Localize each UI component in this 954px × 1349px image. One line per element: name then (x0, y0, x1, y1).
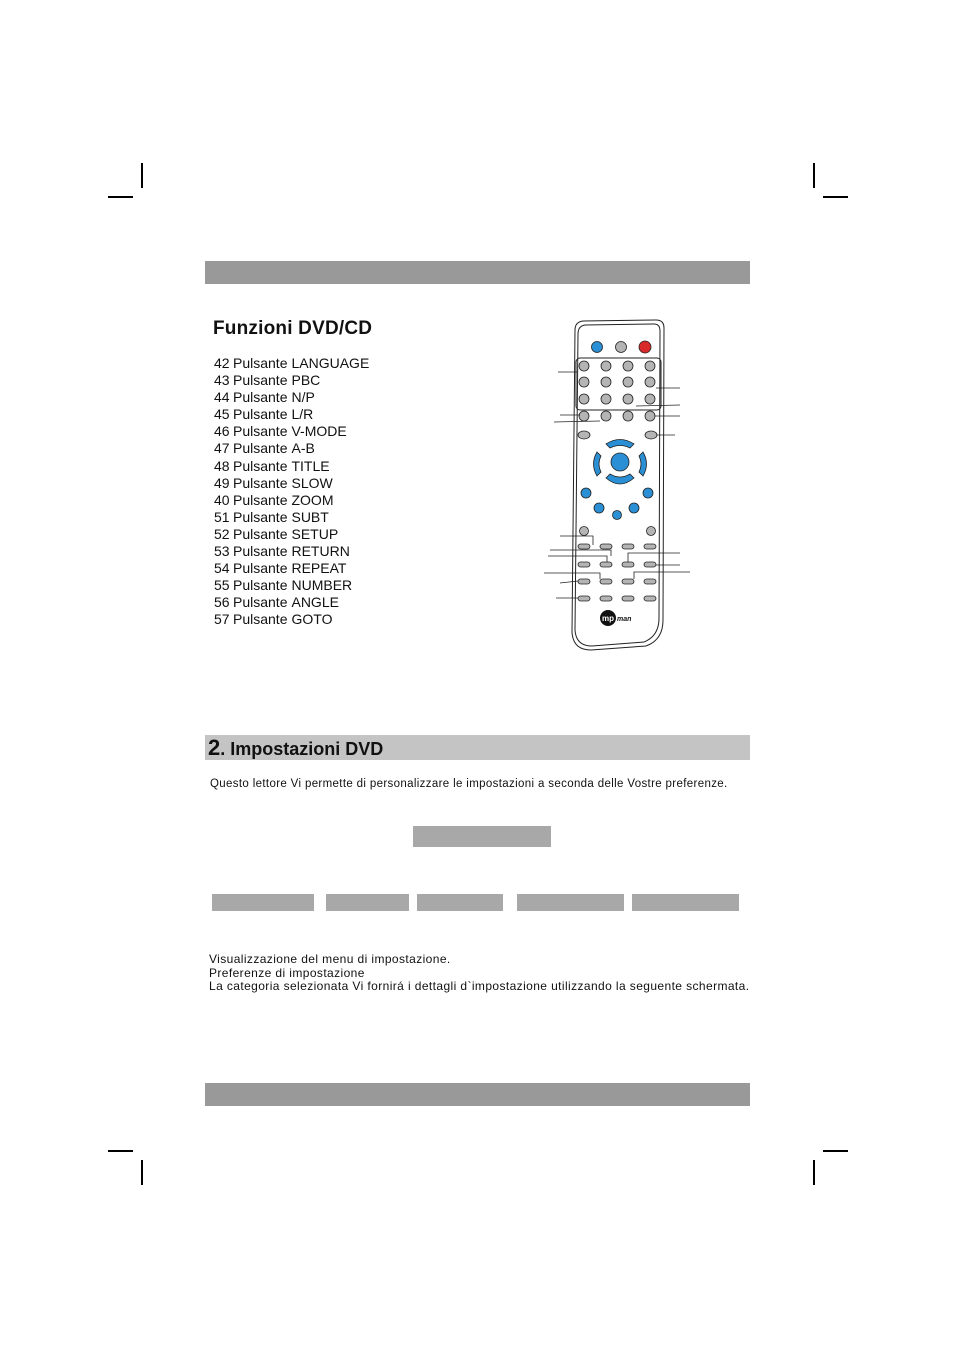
mute-button (616, 342, 627, 353)
remote-button (623, 411, 633, 421)
remote-button (644, 544, 656, 549)
prev-button (581, 488, 591, 498)
remote-button (578, 431, 590, 439)
intro-text: Questo lettore Vi permette di personalizzare le impostazioni a seconda delle Vostre preferenze. (210, 778, 728, 790)
remote-button (645, 431, 657, 439)
list-item: 54 Pulsante REPEAT (214, 560, 347, 577)
remote-button (622, 562, 634, 567)
remote-button (578, 562, 590, 567)
list-item: 53 Pulsante RETURN (214, 543, 350, 560)
remote-button (645, 411, 655, 421)
callout-line (628, 553, 680, 562)
remote-button (579, 411, 589, 421)
menu-category-box (517, 894, 624, 911)
remote-button (644, 562, 656, 567)
menu-category-box (326, 894, 409, 911)
crop-mark (823, 1150, 848, 1152)
crop-mark (813, 1160, 815, 1185)
list-item: 48 Pulsante TITLE (214, 457, 330, 474)
menu-category-box (212, 894, 314, 911)
list-item: 52 Pulsante SETUP (214, 525, 339, 542)
remote-button (644, 596, 656, 601)
list-item: 44 Pulsante N/P (214, 389, 315, 406)
section-title: 2. Impostazioni DVD (208, 735, 384, 760)
remote-button (623, 394, 633, 404)
remote-button (645, 361, 655, 371)
list-item: 46 Pulsante V-MODE (214, 423, 347, 440)
list-item: 47 Pulsante A-B (214, 440, 315, 457)
menu-category-box (632, 894, 739, 911)
crop-mark (141, 1160, 143, 1185)
list-item: 49 Pulsante SLOW (214, 474, 333, 491)
page-heading: Funzioni DVD/CD (213, 318, 373, 339)
list-item: 51 Pulsante SUBT (214, 508, 329, 525)
remote-button (579, 377, 589, 387)
list-item: 55 Pulsante NUMBER (214, 577, 353, 594)
remote-button (600, 562, 612, 567)
remote-button (600, 596, 612, 601)
callout-line (634, 572, 690, 579)
enter-button (611, 453, 629, 471)
remote-button (601, 377, 611, 387)
list-item: 56 Pulsante ANGLE (214, 594, 339, 611)
remote-button (579, 361, 589, 371)
nav-left-button (594, 452, 602, 476)
open-button (592, 342, 603, 353)
remote-button (644, 579, 656, 584)
nav-right-button (639, 452, 647, 476)
list-item: 57 Pulsante GOTO (214, 611, 333, 628)
remote-button (578, 596, 590, 601)
footer-bar (205, 1083, 750, 1106)
remote-button (600, 579, 612, 584)
menu-root-box (413, 826, 551, 847)
description-line: Preferenze di impostazione (209, 965, 365, 980)
stop-button (613, 511, 622, 520)
remote-button (622, 544, 634, 549)
remote-button (623, 361, 633, 371)
forward-button (629, 503, 639, 513)
remote-button (601, 394, 611, 404)
remote-button (622, 596, 634, 601)
remote-button (578, 544, 590, 549)
nav-down-button (606, 474, 634, 484)
menu-category-box (417, 894, 503, 911)
next-button (643, 488, 653, 498)
power-button (639, 341, 651, 353)
logo-man-text: man (617, 616, 632, 623)
crop-mark (108, 1150, 133, 1152)
logo-mp-text: mp (602, 614, 614, 623)
description-line: La categoria selezionata Vi fornirá i dettagli d`impostazione utilizzando la seguente schermata. (209, 979, 750, 993)
list-item: 45 Pulsante L/R (214, 406, 314, 423)
rewind-button (594, 503, 604, 513)
remote-button (622, 579, 634, 584)
remote-button (600, 544, 612, 549)
remote-button (645, 394, 655, 404)
nav-up-button (606, 440, 634, 449)
remote-button (601, 361, 611, 371)
remote-button (645, 377, 655, 387)
callout-line (554, 421, 600, 422)
remote-button (580, 527, 589, 536)
description-line: Visualizzazione del menu di impostazione. (209, 952, 451, 966)
remote-button (647, 527, 656, 536)
description-text (209, 953, 749, 994)
callout-line (550, 550, 611, 556)
list-item: 42 Pulsante LANGUAGE (214, 355, 370, 371)
remote-button (578, 579, 590, 584)
callout-line (636, 405, 680, 406)
remote-button (623, 377, 633, 387)
list-item: 43 Pulsante PBC (214, 372, 321, 389)
list-item: 40 Pulsante ZOOM (214, 491, 334, 508)
remote-button (579, 394, 589, 404)
callout-line (544, 573, 600, 579)
remote-button (601, 411, 611, 421)
callout-line (548, 556, 607, 562)
